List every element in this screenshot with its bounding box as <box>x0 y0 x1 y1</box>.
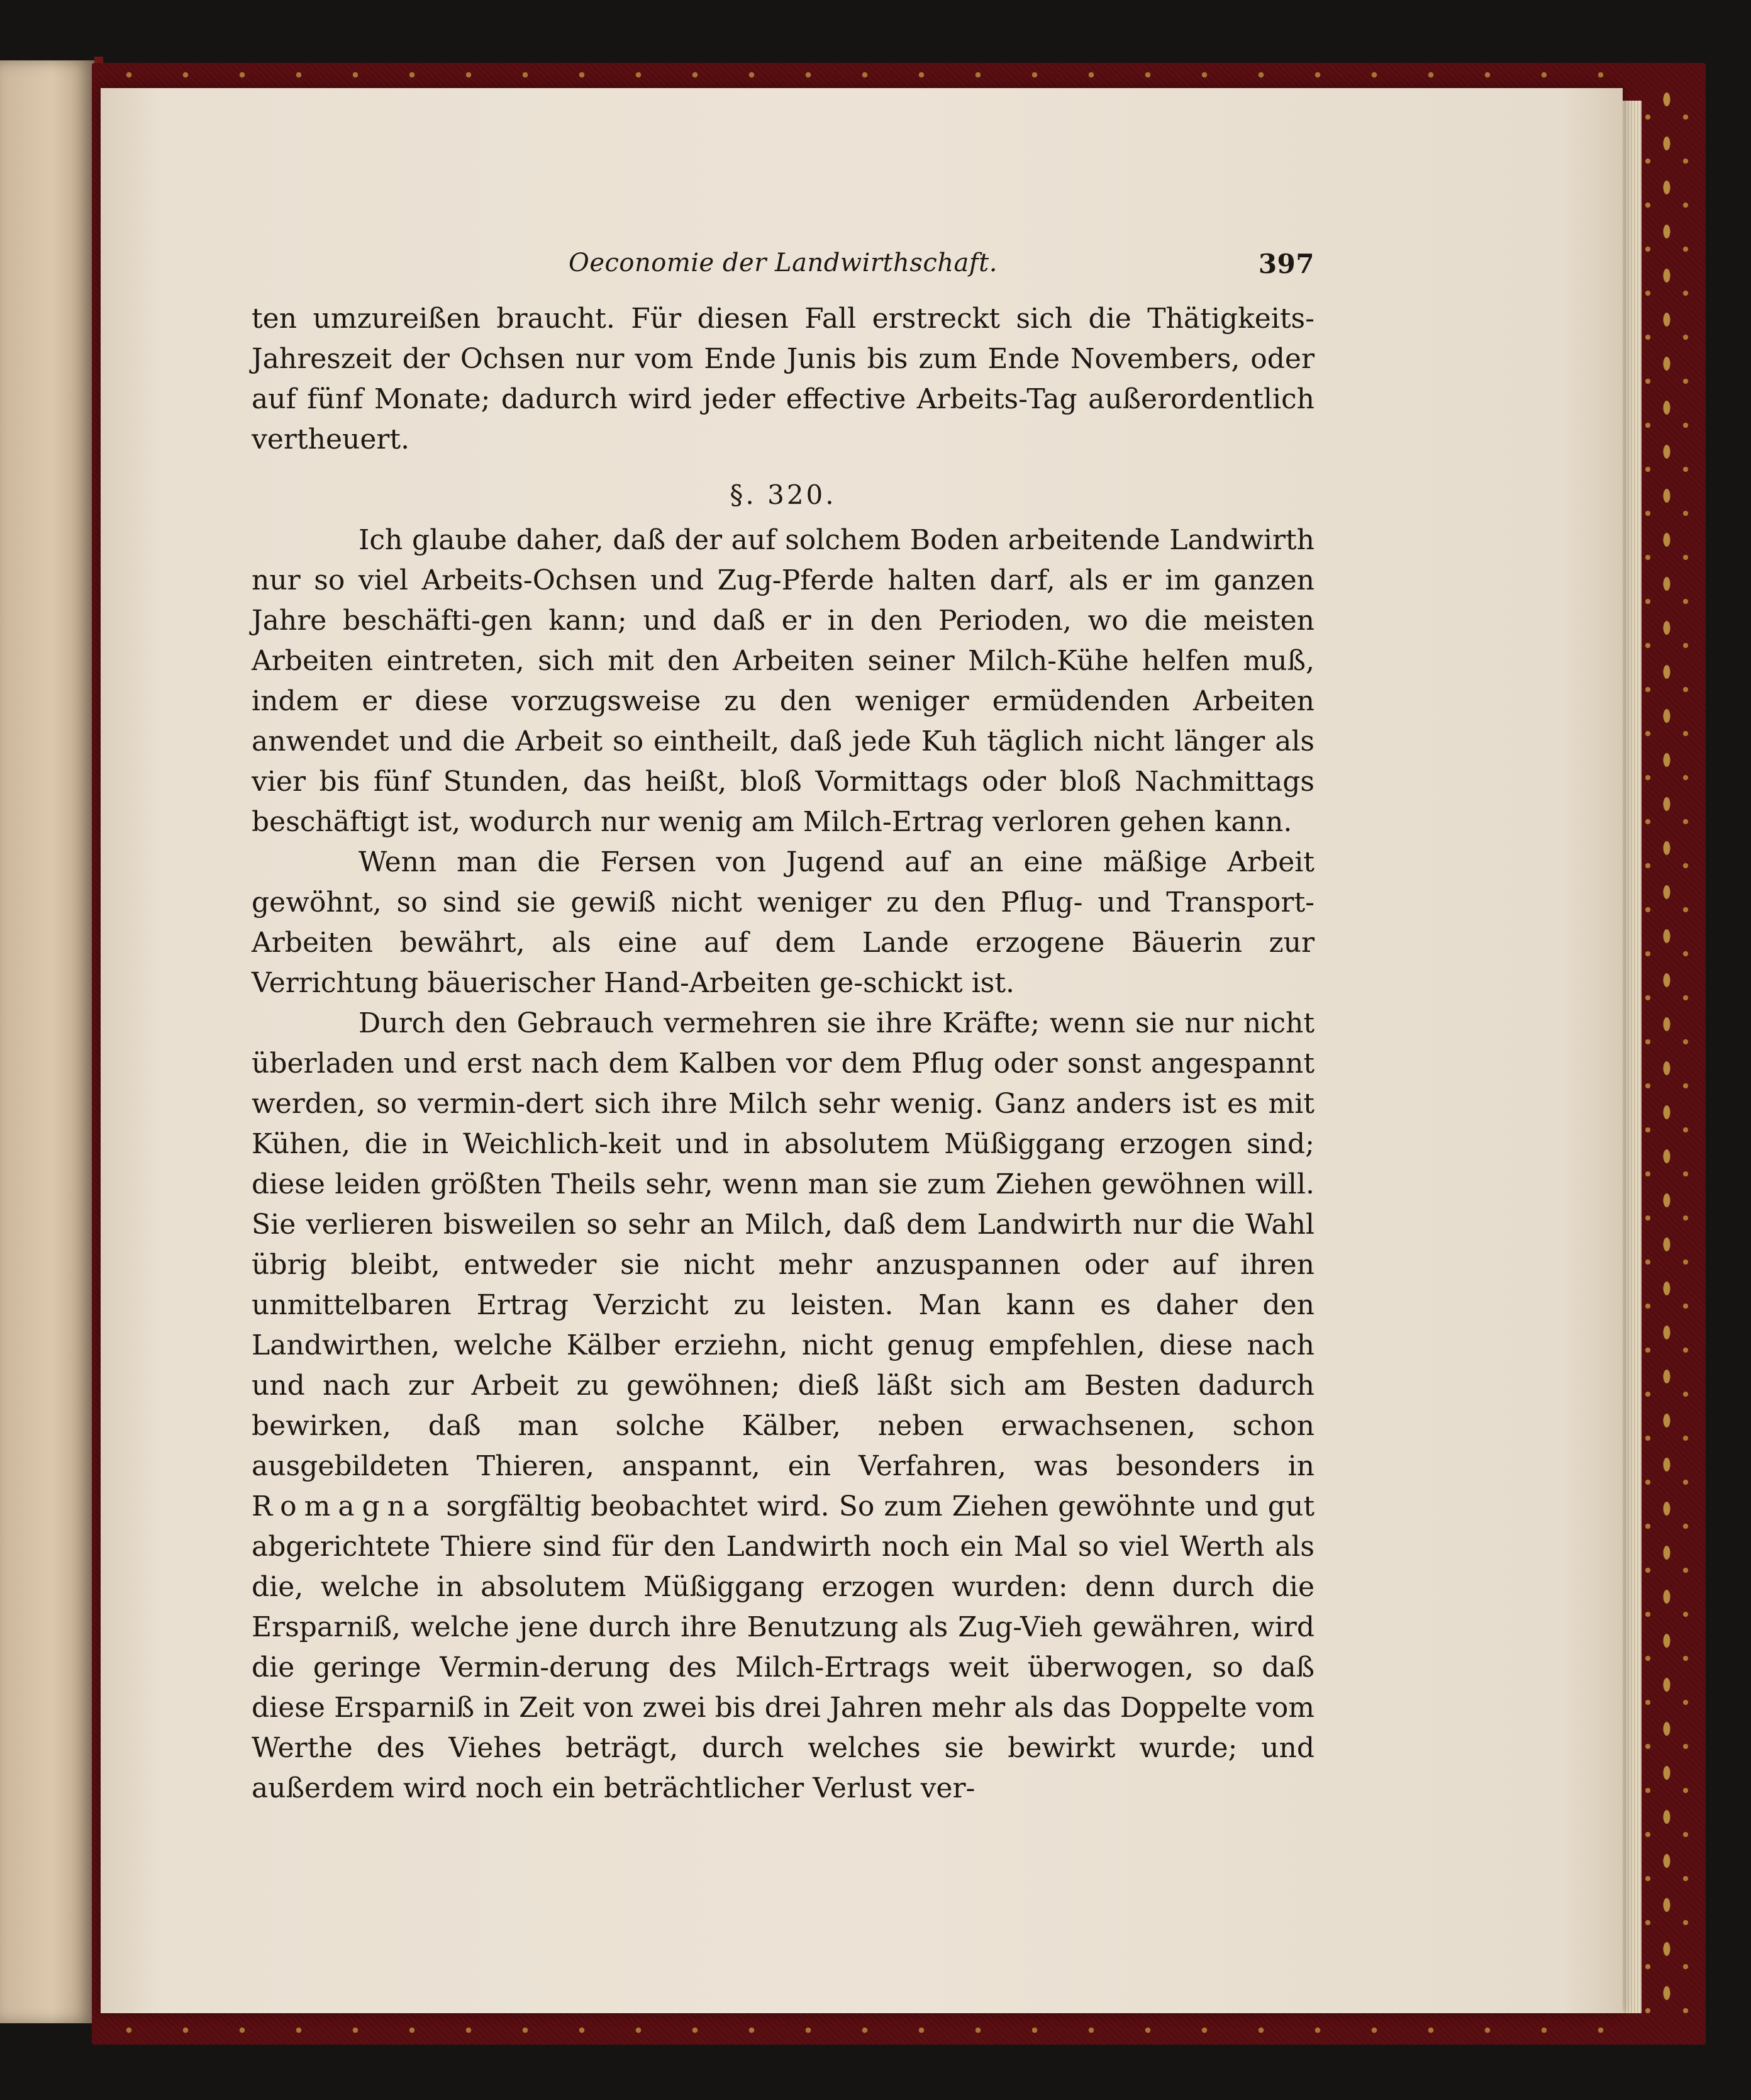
section-heading: §. 320. <box>730 479 837 510</box>
place-name: Romagna <box>252 1490 437 1522</box>
gilt-ornament-bottom <box>101 2021 1623 2040</box>
paragraph-2: Wenn man die Fersen von Jugend auf an eine mäßige Arbeit gewöhnt, so sind sie gewiß nicht weniger zu den Pflug- und Transport-Arbeiten bewährt, als eine auf dem Lande erzogene Bäuerin zur Verrichtung bäuerischer Hand-Arbeiten ge-schickt ist. <box>252 846 1315 999</box>
body-text <box>252 299 1315 1809</box>
page-content <box>252 249 1315 1809</box>
paragraph-3 <box>252 1003 1315 1809</box>
page-number: 397 <box>1258 249 1315 279</box>
paragraph-3-after: sorgfältig beobachtet wird. So zum Ziehen gewöhnte und gut abgerichtete Thiere sind für den Landwirth noch ein Mal so viel Werth als die, welche in absolutem Müßiggang erzogen wurden: denn durch die Ersparniß, welche jene durch ihre Benutzung als Zug-Vieh gewähren, wird die geringe Vermin-derung des Milch-Ertrags weit überwogen, so daß diese Ersparniß in Zeit von zwei bis drei Jahren mehr als das Doppelte vom Werthe des Viehes beträgt, durch welches sie bewirkt wurde; und außerdem wird noch ein beträchtlicher Verlust ver- <box>252 1490 1315 1804</box>
paragraph-1: Ich glaube daher, daß der auf solchem Boden arbeitende Landwirth nur so viel Arbeits-Ochsen und Zug-Pferde halten darf, als er im ganzen Jahre beschäfti-gen kann; und daß er in den Perioden, wo die meisten Arbeiten eintreten, sich mit den Arbeiten seiner Milch-Kühe helfen muß, indem er diese vorzugsweise zu den weniger ermüdenden Arbeiten anwendet und die Arbeit so eintheilt, daß jede Kuh täglich nicht länger als vier bis fünf Stunden, das heißt, bloß Vormittags oder bloß Nachmittags beschäftigt ist, wodurch nur wenig am Milch-Ertrag verloren gehen kann. <box>252 524 1315 838</box>
paragraph-continued: ten umzureißen braucht. Für diesen Fall erstreckt sich die Thätigkeits-Jahreszeit der Ochsen nur vom Ende Junis bis zum Ende Novembers, oder auf fünf Monate; dadurch wird jeder effective Arbeits-Tag außerordentlich vertheuert. <box>252 303 1315 455</box>
running-head <box>252 249 1315 286</box>
gilt-ornament-top <box>101 65 1623 84</box>
paragraph-3-before: Durch den Gebrauch vermehren sie ihre Kräfte; wenn sie nur nicht überladen und erst nach dem Kalben vor dem Pflug oder sonst angespannt werden, so vermin-dert sich ihre Milch sehr wenig. Ganz anders ist es mit Kühen, die in Weichlich-keit und in absolutem Müßiggang erzogen sind; diese leiden größten Theils sehr, wenn man sie zum Ziehen gewöhnen will. Sie verlieren bisweilen so sehr an Milch, daß dem Landwirth nur die Wahl übrig bleibt, entweder sie nicht mehr anzuspannen oder auf ihren unmittelbaren Ertrag Verzicht zu leisten. Man kann es daher den Landwirthen, welche Kälber erziehn, nicht genug empfehlen, diese nach und nach zur Arbeit zu gewöhnen; dieß läßt sich am Besten dadurch bewirken, daß man solche Kälber, neben erwachsenen, schon ausgebildeten Thieren, anspannt, ein Verfahren, was besonders in <box>252 1007 1315 1482</box>
running-title: Oeconomie der Landwirthschaft. <box>569 249 998 277</box>
left-page-edge <box>0 60 98 2023</box>
gilt-ornament-right <box>1635 82 1698 2019</box>
